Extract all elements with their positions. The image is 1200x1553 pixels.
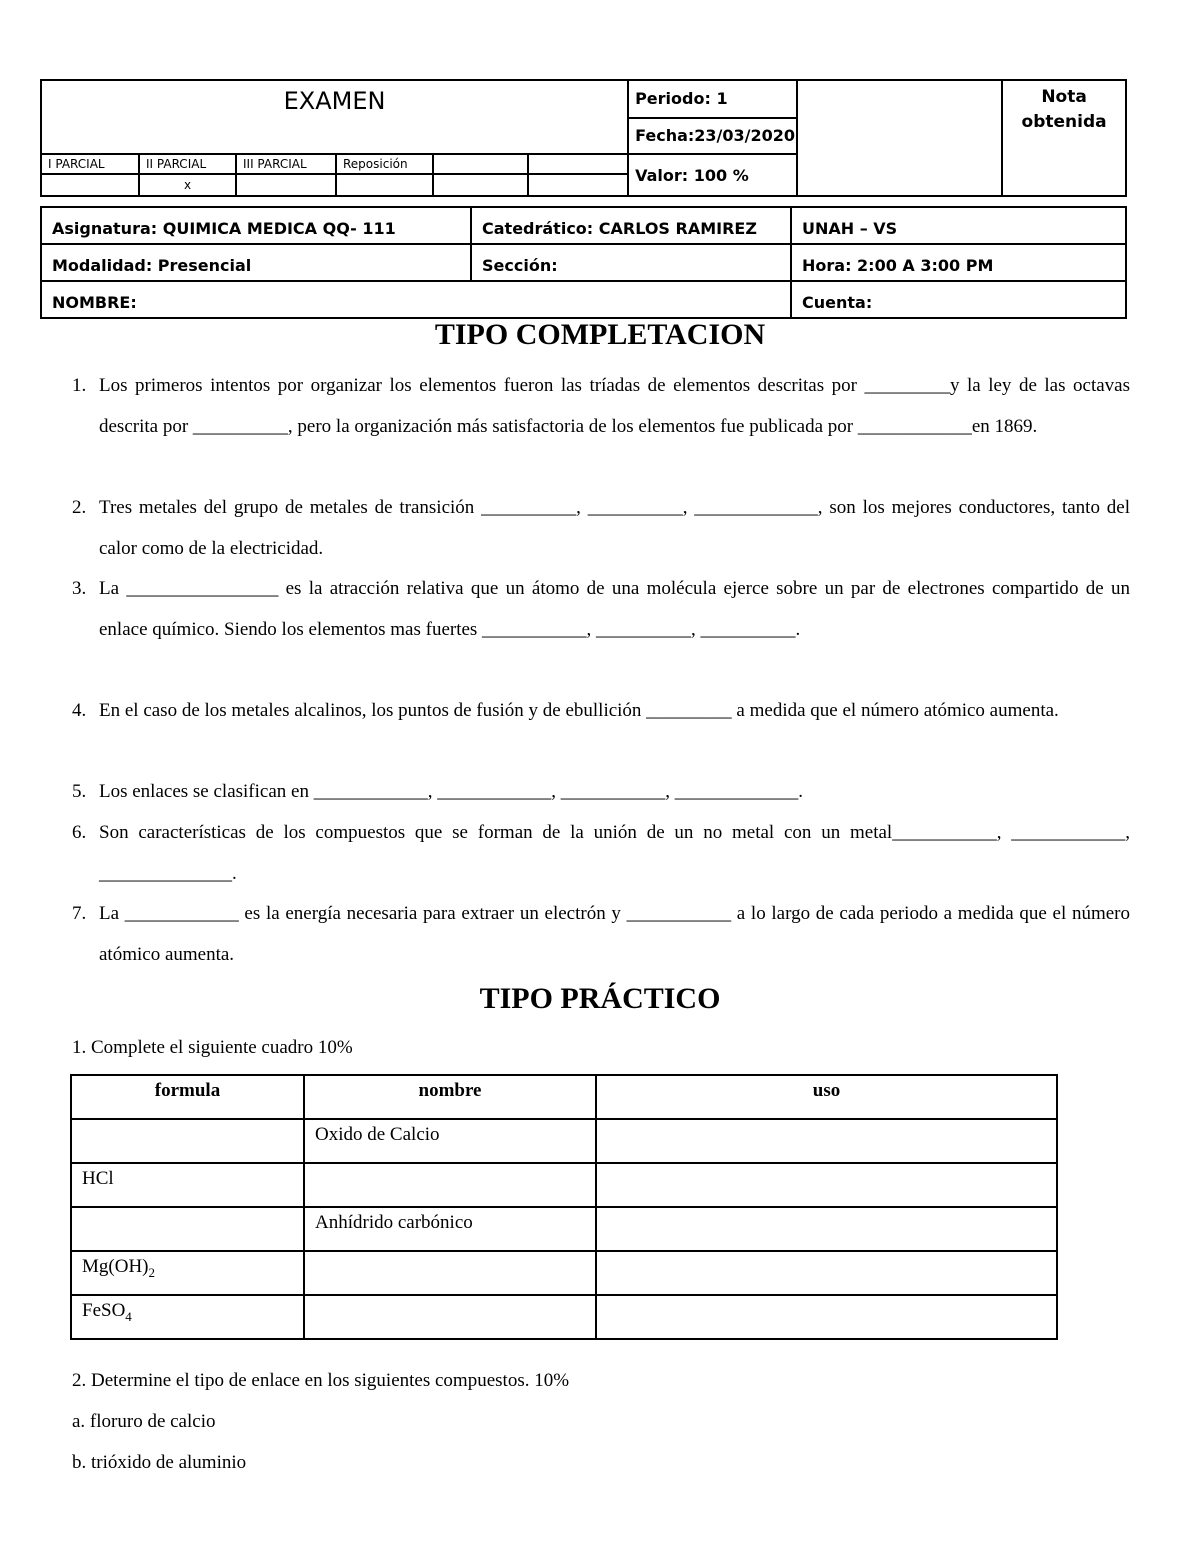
formula-cell bbox=[71, 1207, 304, 1251]
fecha-label: Fecha:23/03/2020 bbox=[628, 118, 797, 155]
hora-field: Hora: 2:00 A 3:00 PM bbox=[791, 244, 1126, 281]
question-text: En el caso de los metales alcalinos, los puntos de fusión y de ebullición _________ a medida que el número atómico aumenta. bbox=[99, 700, 1059, 721]
parcial-3-label: III PARCIAL bbox=[236, 154, 336, 173]
parcial-2-label: II PARCIAL bbox=[139, 154, 236, 173]
question-number: 5. bbox=[72, 781, 87, 802]
question-4 bbox=[72, 691, 1130, 732]
uso-cell bbox=[596, 1207, 1057, 1251]
question-7 bbox=[72, 894, 1130, 975]
uso-cell bbox=[596, 1119, 1057, 1163]
course-info-table bbox=[40, 206, 1127, 319]
nombre-cell bbox=[304, 1251, 596, 1295]
empty-cell bbox=[433, 174, 528, 196]
question-number: 6. bbox=[72, 822, 87, 843]
question-number: 1. bbox=[72, 375, 87, 396]
table-row bbox=[71, 1295, 1057, 1339]
practico-question-2b: b. trióxido de aluminio bbox=[72, 1452, 247, 1473]
question-text: La ____________ es la energía necesaria para extraer un electrón y ___________ a lo largo de cada periodo a medida que el número atómico aumenta. bbox=[99, 903, 1130, 965]
formula-cell: HCl bbox=[71, 1163, 304, 1207]
column-header-formula: formula bbox=[71, 1075, 304, 1119]
seccion-field: Sección: bbox=[471, 244, 791, 281]
nombre-cell: Oxido de Calcio bbox=[304, 1119, 596, 1163]
institucion-field: UNAH – VS bbox=[791, 207, 1126, 244]
question-2 bbox=[72, 488, 1130, 569]
table-row bbox=[71, 1251, 1057, 1295]
nombre-field: NOMBRE: bbox=[41, 281, 791, 318]
question-number: 4. bbox=[72, 700, 87, 721]
reposicion-label: Reposición bbox=[336, 154, 433, 173]
catedratico-field: Catedrático: CARLOS RAMIREZ bbox=[471, 207, 791, 244]
nota-obtenida-label: Nota obtenida bbox=[1002, 80, 1126, 196]
question-number: 2. bbox=[72, 497, 87, 518]
nombre-cell: Anhídrido carbónico bbox=[304, 1207, 596, 1251]
asignatura-field: Asignatura: QUIMICA MEDICA QQ- 111 bbox=[41, 207, 471, 244]
modalidad-field: Modalidad: Presencial bbox=[41, 244, 471, 281]
nombre-cell bbox=[304, 1295, 596, 1339]
parcial-3-mark bbox=[236, 174, 336, 196]
nombre-cell bbox=[304, 1163, 596, 1207]
periodo-label: Periodo: 1 bbox=[628, 80, 797, 118]
formula-cell: FeSO$_4$ bbox=[71, 1295, 304, 1339]
empty-cell bbox=[528, 154, 628, 173]
question-text: Los enlaces se clasifican en ____________, ____________, ___________, _____________. bbox=[99, 781, 803, 802]
cuenta-field: Cuenta: bbox=[791, 281, 1126, 318]
practico-question-1: 1. Complete el siguiente cuadro 10% bbox=[72, 1037, 353, 1058]
question-5 bbox=[72, 772, 1130, 813]
parcial-2-mark: x bbox=[139, 174, 236, 196]
question-6 bbox=[72, 813, 1130, 894]
exam-header-table bbox=[40, 79, 1127, 197]
reposicion-mark bbox=[336, 174, 433, 196]
question-number: 7. bbox=[72, 903, 87, 924]
question-number: 3. bbox=[72, 578, 87, 599]
compounds-table bbox=[70, 1074, 1058, 1340]
uso-cell bbox=[596, 1163, 1057, 1207]
uso-cell bbox=[596, 1295, 1057, 1339]
table-row bbox=[71, 1119, 1057, 1163]
column-header-uso: uso bbox=[596, 1075, 1057, 1119]
question-1 bbox=[72, 366, 1130, 447]
empty-cell bbox=[433, 154, 528, 173]
uso-cell bbox=[596, 1251, 1057, 1295]
section-title-completacion: TIPO COMPLETACION bbox=[434, 318, 766, 351]
table-row bbox=[71, 1163, 1057, 1207]
parcial-1-label: I PARCIAL bbox=[41, 154, 139, 173]
question-text: Son características de los compuestos que se forman de la unión de un no metal con un metal___________, ____________, ______________. bbox=[99, 822, 1130, 884]
question-text: Tres metales del grupo de metales de transición __________, __________, _____________, son los mejores conductores, tanto del calor como de la electricidad. bbox=[99, 497, 1130, 559]
section-title-practico: TIPO PRÁCTICO bbox=[479, 982, 721, 1015]
column-header-nombre: nombre bbox=[304, 1075, 596, 1119]
empty-cell bbox=[528, 174, 628, 196]
table-row bbox=[71, 1207, 1057, 1251]
practico-question-2: 2. Determine el tipo de enlace en los siguientes compuestos. 10% bbox=[72, 1370, 570, 1391]
practico-question-2a: a. floruro de calcio bbox=[72, 1411, 216, 1432]
blank-box bbox=[797, 80, 1002, 196]
formula-cell: $Mg(OH)_2$ bbox=[71, 1251, 304, 1295]
question-3 bbox=[72, 569, 1130, 650]
question-text: Los primeros intentos por organizar los elementos fueron las tríadas de elementos descritas por _________y la ley de las octavas descrita por __________, pero la organización más satisfactoria de los elementos fue publicada por ____________en 1869. bbox=[99, 375, 1130, 437]
parcial-1-mark bbox=[41, 174, 139, 196]
formula-cell bbox=[71, 1119, 304, 1163]
question-text: La ________________ es la atracción relativa que un átomo de una molécula ejerce sobre un par de electrones compartido de un enlace químico. Siendo los elementos mas fuertes ___________, __________, __________. bbox=[99, 578, 1130, 640]
valor-label: Valor: 100 % bbox=[628, 154, 797, 196]
exam-title: EXAMEN bbox=[41, 80, 628, 154]
